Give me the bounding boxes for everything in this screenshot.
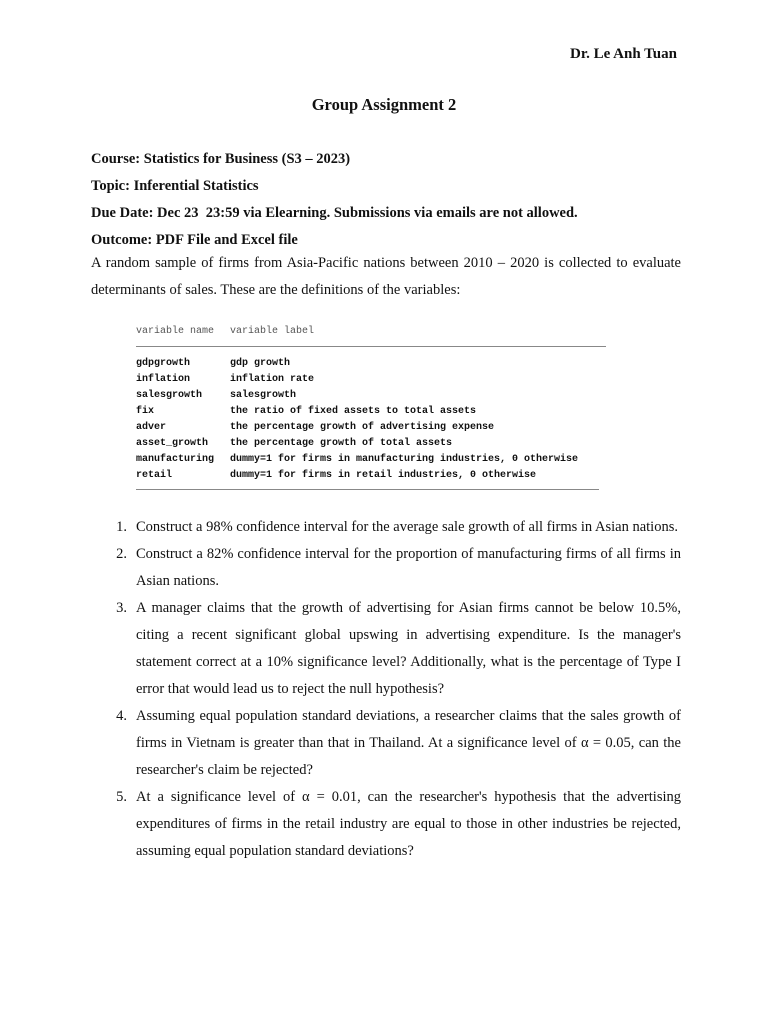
- variable-name: retail: [136, 469, 173, 481]
- table-row: [136, 355, 606, 371]
- variable-name: asset_growth: [136, 437, 209, 449]
- intro-paragraph: A random sample of firms from Asia-Pacific nations between 2010 – 2020 is collected to evaluate determinants of sales. These are the definitions of the variables:: [91, 255, 681, 298]
- variable-name: adver: [136, 421, 167, 433]
- due-date-line: Due Date: Dec 23 23:59 via Elearning. Submissions via emails are not allowed.: [91, 205, 578, 221]
- question-text: At a significance level of α = 0.01, can the researcher's hypothesis that the advertising expenditures of firms in the retail industry are equal to those in other industries be rejected, assuming equal population standard deviations?: [136, 789, 681, 859]
- variable-name: gdpgrowth: [136, 357, 191, 369]
- variable-label: dummy=1 for firms in retail industries, 0 otherwise: [230, 469, 537, 481]
- variable-label-header: variable label: [230, 325, 315, 337]
- question-text: Construct a 98% confidence interval for the average sale growth of all firms in Asian nations.: [136, 519, 678, 535]
- variable-name: manufacturing: [136, 453, 215, 465]
- question-text: Construct a 82% confidence interval for the proportion of manufacturing firms of all firms in Asian nations.: [136, 546, 681, 589]
- table-row: [136, 387, 606, 403]
- table-row: [136, 419, 606, 435]
- table-row: [136, 435, 606, 451]
- assignment-meta: [91, 146, 578, 254]
- assignment-title: Group Assignment 2: [311, 95, 457, 114]
- question-list: [91, 514, 681, 865]
- variable-table-header: [136, 322, 606, 340]
- course-line: Course: Statistics for Business (S3 – 2023): [91, 151, 351, 167]
- question-number: 4.: [116, 708, 127, 724]
- list-item: [91, 514, 681, 541]
- list-item: [91, 595, 681, 703]
- table-bottom-rule: [136, 489, 599, 490]
- list-item: [91, 541, 681, 595]
- table-row: [136, 451, 606, 467]
- variable-rows: [136, 355, 606, 483]
- variable-name: fix: [136, 405, 155, 417]
- list-item: [91, 703, 681, 784]
- table-row: [136, 403, 606, 419]
- variable-name-header: variable name: [136, 325, 215, 337]
- question-number: 5.: [116, 789, 127, 805]
- question-text: A manager claims that the growth of advertising for Asian firms cannot be below 10.5%, citing a recent significant global upswing in advertising expenditure. Is the manager's statement correct at a 10% significance level? Additionally, what is the percentage of Type I error that would lead us to reject the null hypothesis?: [136, 600, 681, 697]
- variable-label: gdp growth: [230, 357, 291, 369]
- author-name: Dr. Le Anh Tuan: [569, 46, 677, 62]
- list-item: [91, 784, 681, 865]
- question-text: Assuming equal population standard deviations, a researcher claims that the sales growth of firms in Vietnam is greater than that in Thailand. At a significance level of α = 0.05, can the researcher's claim be rejected?: [136, 708, 681, 778]
- topic-line: Topic: Inferential Statistics: [91, 178, 259, 194]
- table-divider: [136, 346, 606, 347]
- variable-label: inflation rate: [230, 373, 315, 385]
- question-number: 1.: [116, 519, 127, 535]
- variable-name: inflation: [136, 373, 191, 385]
- variable-label: the percentage growth of total assets: [230, 437, 453, 449]
- question-number: 3.: [116, 600, 127, 616]
- variable-label: salesgrowth: [230, 389, 297, 401]
- outcome-line: Outcome: PDF File and Excel file: [91, 232, 298, 248]
- question-number: 2.: [116, 546, 127, 562]
- table-row: [136, 371, 606, 387]
- variable-label: the ratio of fixed assets to total assets: [230, 405, 477, 417]
- variable-label: the percentage growth of advertising expense: [230, 421, 495, 433]
- variable-name: salesgrowth: [136, 389, 203, 401]
- variable-label: dummy=1 for firms in manufacturing industries, 0 otherwise: [230, 453, 579, 465]
- table-row: [136, 467, 606, 483]
- variable-table: [136, 322, 606, 490]
